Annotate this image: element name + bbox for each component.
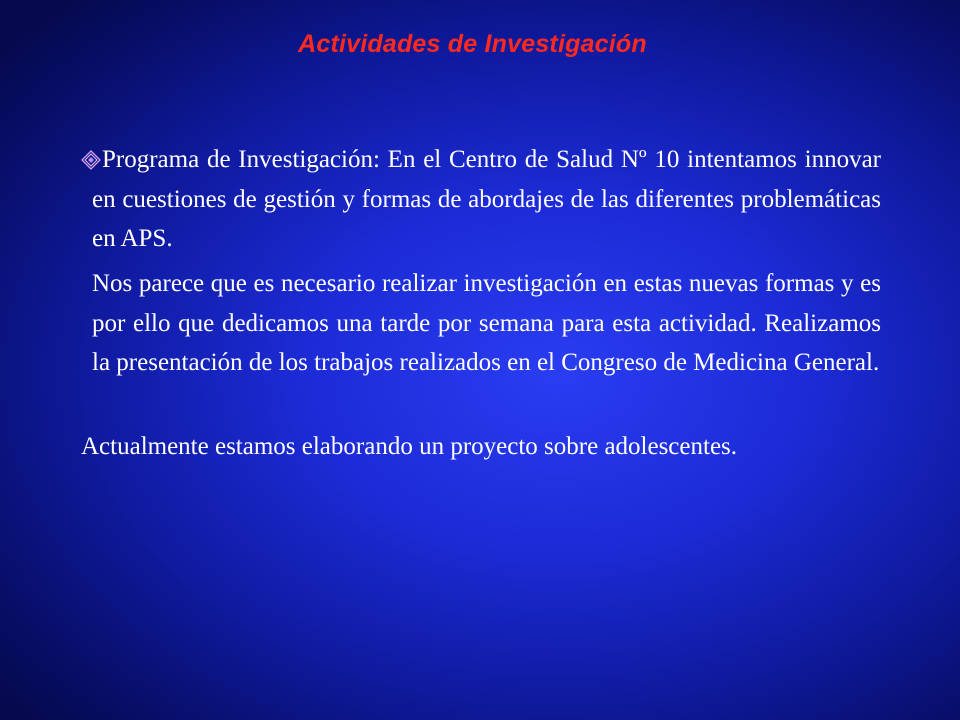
paragraph-research-need: Nos parece que es necesario realizar investigación en estas nuevas formas y es por ello que dedicamos una tarde por semana para esta actividad. Realizamos la presentación de los trabajos realizados en el Congreso de Medicina General.	[92, 270, 881, 376]
paragraph-1-text: Programa de Investigación: En el Centro de Salud Nº 10 intentamos innovar en cuestiones de gestión y formas de abordajes de las diferentes problemáticas en APS.	[92, 146, 881, 252]
paragraph-research-program	[92, 140, 881, 259]
slide-title: Actividades de Investigación	[298, 30, 647, 58]
paragraph-current-project: Actualmente estamos elaborando un proyecto sobre adolescentes.	[81, 433, 738, 460]
